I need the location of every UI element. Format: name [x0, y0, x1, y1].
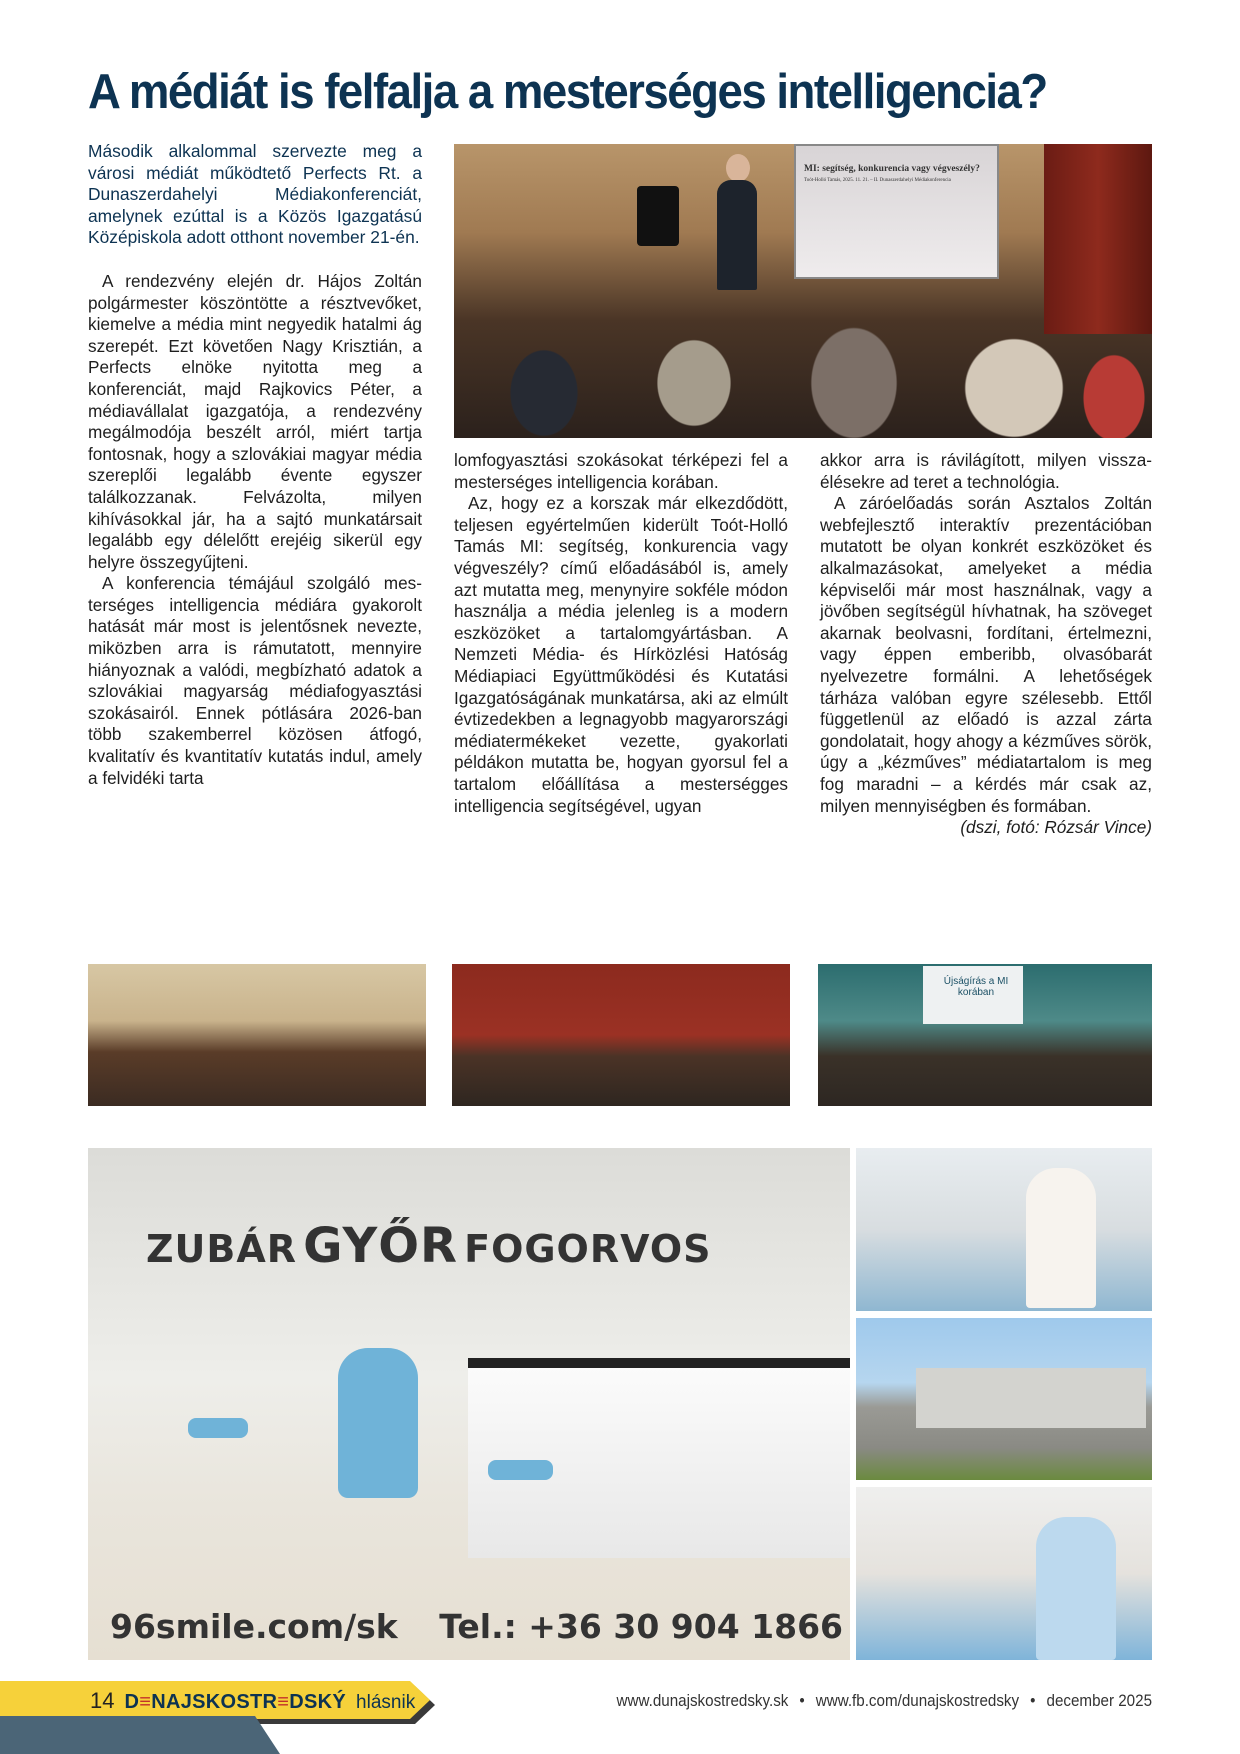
masthead-text: D [124, 1691, 140, 1713]
slide-subtitle: Toót-Holló Tamás, 2025. 11. 21. – II. Dunaszerdahelyi Médiakonferencia [804, 178, 951, 183]
photo-credit: (dszi, fotó: Rózsár Vince) [960, 817, 1152, 838]
article-paragraph: lomfogyasztási szokásokat térképezi fel a mesterséges intelligencia korában. [454, 450, 788, 492]
article-paragraph: Az, hogy ez a korszak már elkezdődött, teljesen egyértelműen kiderült Toót-Holló Tamás MI: segítség, konkurencia vagy végveszély? című előadásából is, amely azt mutatta meg, menynyire sokféle módon használja a média jelenleg is a modern eszközöket a tartalomgyártásban. A Nemzeti Média- és Hírközlési Hatóság Médiapiaci Együttműködési és Kutatási Igazgatóságának munkatársa, aki az elmúlt évtizedekben a legnagyobb magyarországi médiatermékeket vezette, gyakorlati példákon mutatta be, hogyan gyorsul fel a tartalom előállítása a mesterségges intelligencia segítségével, ugyan [454, 493, 788, 816]
dental-cabinets [468, 1358, 850, 1558]
main-conference-photo [454, 144, 1152, 438]
facebook-link[interactable]: www.fb.com/dunajskostredsky [815, 1692, 1020, 1710]
article-paragraph: akkor arra is rávilágított, milyen visszaélésekre ad teret a technológia. [820, 450, 1152, 492]
separator: • [1030, 1692, 1036, 1710]
footer-slate-band [0, 1716, 280, 1754]
ad-title-word: ZUBÁR [146, 1227, 298, 1271]
ad-title-word: FOGORVOS [464, 1227, 712, 1271]
conference-photo-thumbnail [818, 964, 1152, 1106]
article-paragraph: A záróelőadás során Asztalos Zoltán webfejlesztő interaktív prezentációban mutatott be olyan konkrét eszközöket és alkalmazásokat, amelyeket a média képviselői már most használnak, vagy a jövőben segítségül hívhatnak, ha szöveget akarnak beolvasni, fordítani, értelmezni, vagy éppen emberibb, olvasóbarát nyelvezetre formálni. A lehetőségek tárháza valóban egyre szélesebb. Ettől függetlenül az előadó is azzal zárta gondolatait, hogy ahogy a kézműves sörök, úgy a „kézműves” médiatartalom is meg fog maradni – a kérdés már csak az, milyen mennyiségben és formában. [820, 493, 1152, 816]
coat-of-arms-icon: ≡ [139, 1691, 152, 1713]
footer-masthead [90, 1688, 415, 1714]
footer-links [617, 1692, 1152, 1711]
masthead-logo [124, 1691, 346, 1714]
page-number: 14 [90, 1688, 115, 1713]
projection-screen [794, 144, 999, 279]
ad-phone: Tel.: +36 30 904 1866 [439, 1607, 843, 1646]
article-column-3 [820, 450, 1152, 839]
masthead-e-glyph: ≡ [277, 1691, 290, 1713]
article-paragraph: A rendezvény elején dr. Hájos Zoltán polgármester köszöntötte a résztvevőket, kiemelve a média mint negyedik hatalmi ág szerepét. Ezt követően Nagy Krisztián, a Perfects elnöke nyitotta meg a konferenciát, majd Rajkovics Péter, a médiavállalat igazgatója, a rendezvény megálmodója beszélt arról, miért tartja fontosnak, hogy a szlovákiai magyar média szereplői legalább évente egyszer találkozzanak. Felvázolta, milyen kihívásokkal jár, ha a sajtó munkatársait legalább egy délelőtt erejéig sikerül egy helyre összegyűjteni. [88, 270, 422, 572]
ad-title [146, 1218, 712, 1274]
ad-photo-treatment [856, 1487, 1152, 1660]
ad-website-link[interactable]: 96smile.com/sk [110, 1607, 398, 1646]
dentist-advertisement [88, 1148, 1152, 1660]
conference-photo-thumbnail [88, 964, 426, 1106]
ad-photo-dentist [856, 1148, 1152, 1311]
dentist-figure [1036, 1517, 1116, 1660]
slide-title: MI: segítség, konkurencia vagy végveszély? [804, 164, 980, 174]
slide-title: Újságírás a MI korában [943, 976, 1009, 998]
speaker-head [726, 154, 750, 182]
dentist-figure [1026, 1168, 1096, 1308]
dental-chair [338, 1348, 418, 1498]
article-headline: A médiát is felfalja a mesterséges intelligencia? [88, 65, 1047, 119]
article-lead [88, 141, 422, 249]
loudspeaker [637, 186, 679, 246]
separator: • [799, 1692, 805, 1710]
dental-stool [188, 1418, 248, 1438]
conference-photo-thumbnail [452, 964, 790, 1106]
ad-contact [110, 1607, 843, 1646]
masthead-text: NAJSKOSTR [151, 1691, 278, 1713]
dental-stool [488, 1460, 553, 1480]
ad-photo-building [856, 1318, 1152, 1480]
masthead-text: DSKÝ [289, 1691, 347, 1713]
article-paragraph: A konferencia témájául szolgáló mesterséges intelligencia médiára gyakorolt hatását már most is jelentősnek nevezte, miközben arra is rámutatott, mennyire hiányoznak a valódi, megbízható adatok a szlovákiai magyarság médiafogyasztási szokásairól. Ennek pótlására 2026-ban több szakemberrel közösen átfogó, kvalitatív és kvantitatív kutatás indul, amely a felvidéki tarta [88, 573, 422, 788]
projection-screen [923, 966, 1023, 1024]
website-link[interactable]: www.dunajskostredsky.sk [616, 1692, 789, 1710]
issue-date: december 2025 [1046, 1692, 1152, 1710]
masthead-suffix: hlásnik [356, 1692, 416, 1713]
ad-title-word: GYŐR [303, 1218, 459, 1274]
clinic-building [916, 1368, 1146, 1428]
lead-paragraph: Második alkalommal szervezte meg a városi médiát működtető Perfects Rt. a Dunaszerdahelyi Médiakonferenciát, amelynek ezúttal is a Közös Igazgatású Középiskola adott otthont november 21-én. [88, 141, 422, 248]
audience [454, 288, 1152, 438]
article-column-2 [454, 450, 788, 817]
ad-main-photo [88, 1148, 850, 1660]
speaker-figure [717, 180, 757, 290]
article-column-1 [88, 141, 422, 789]
